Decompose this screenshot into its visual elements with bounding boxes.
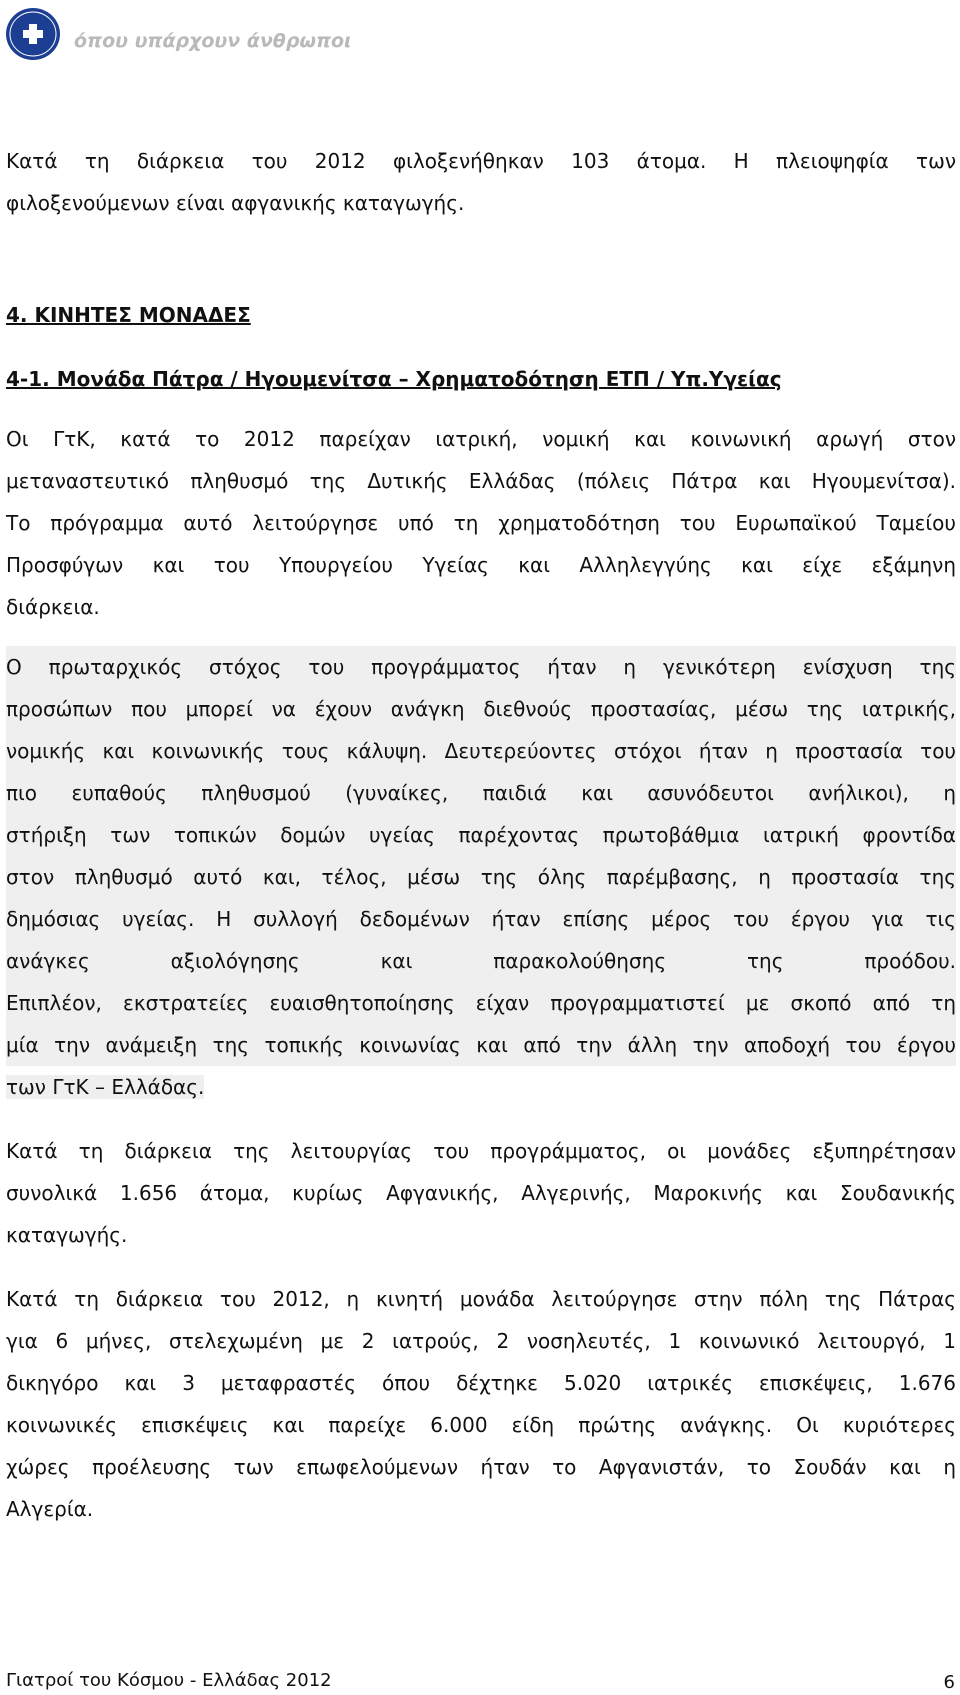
- page-number: 6: [943, 1672, 955, 1693]
- page-header: [4, 6, 351, 62]
- paragraph-mobile-unit-patras: Κατά τη διάρκεια του 2012, η κινητή μονάδα λειτούργησε στην πόλη της Πάτρας για 6 μήνες, στελεχωμένη με 2 ιατρούς, 2 νοσηλευτές, 1 κοινωνικό λειτουργό, 1 δικηγόρο και 3 μεταφραστές όπου δέχτηκε 5.020 ιατρικές επισκέψεις, 1.676 κοινωνικές επισκέψεις και παρείχε 6.000 είδη πρώτης ανάγκης. Οι κυριότερες χώρες προέλευσης των επωφελούμενων ήταν το Αφγανιστάν, το Σουδάν και η Αλγερία.: [6, 1287, 956, 1521]
- tagline: όπου υπάρχουν άνθρωποι: [74, 30, 352, 52]
- organization-logo: [4, 6, 62, 62]
- subsection-heading: 4-1. Μονάδα Πάτρα / Ηγουμενίτσα – Χρηματοδότηση ΕΤΠ / Υπ.Υγείας: [6, 367, 782, 391]
- document-body: [6, 140, 956, 1530]
- footer-title: Γιατροί του Κόσμου - Ελλάδας 2012: [6, 1670, 332, 1691]
- section-heading: 4. ΚΙΝΗΤΕΣ ΜΟΝΑΔΕΣ: [6, 303, 251, 327]
- intro-paragraph: Κατά τη διάρκεια του 2012 φιλοξενήθηκαν 103 άτομα. Η πλειοψηφία των φιλοξενούμενων είναι αφγανικής καταγωγής.: [6, 149, 956, 215]
- paragraph-beneficiaries: Κατά τη διάρκεια της λειτουργίας του προγράμματος, οι μονάδες εξυπηρέτησαν συνολικά 1.656 άτομα, κυρίως Αφγανικής, Αλγερινής, Μαροκινής και Σουδανικής καταγωγής.: [6, 1139, 956, 1247]
- paragraph-program-goals: Ο πρωταρχικός στόχος του προγράμματος ήταν η γενικότερη ενίσχυση της προσώπων που μπορεί να έχουν ανάγκη διεθνούς προστασίας, μέσω της ιατρικής, νομικής και κοινωνικής τους κάλυψη. Δευτερεύοντες στόχοι ήταν η προστασία του πιο ευπαθούς πληθυσμού (γυναίκες, παιδιά και ασυνόδευτοι ανήλικοι), η στήριξη των τοπικών δομών υγείας παρέχοντας πρωτοβάθμια ιατρική φροντίδα στον πληθυσμό αυτό και, τέλος, μέσω της όλης παρέμβασης, η προστασία της δημόσιας υγείας. Η συλλογή δεδομένων ήταν επίσης μέρος του έργου για τις ανάγκες αξιολόγησης και παρακολούθησης της προόδου. Επιπλέον, εκστρατείες ευαισθητοποίησης είχαν προγραμματιστεί με σκοπό από τη μία την ανάμειξη της τοπικής κοινωνίας και από την άλλη την αποδοχή του έργου των ΓτΚ – Ελλάδας.: [6, 646, 956, 1108]
- paragraph-program-overview: Οι ΓτΚ, κατά το 2012 παρείχαν ιατρική, νομική και κοινωνική αρωγή στον μεταναστευτικό πληθυσμό της Δυτικής Ελλάδας (πόλεις Πάτρα και Ηγουμενίτσα). Το πρόγραμμα αυτό λειτούργησε υπό τη χρηματοδότηση του Ευρωπαϊκού Ταμείου Προσφύγων και του Υπουργείου Υγείας και Αλληλεγγύης και είχε εξάμηνη διάρκεια.: [6, 427, 956, 619]
